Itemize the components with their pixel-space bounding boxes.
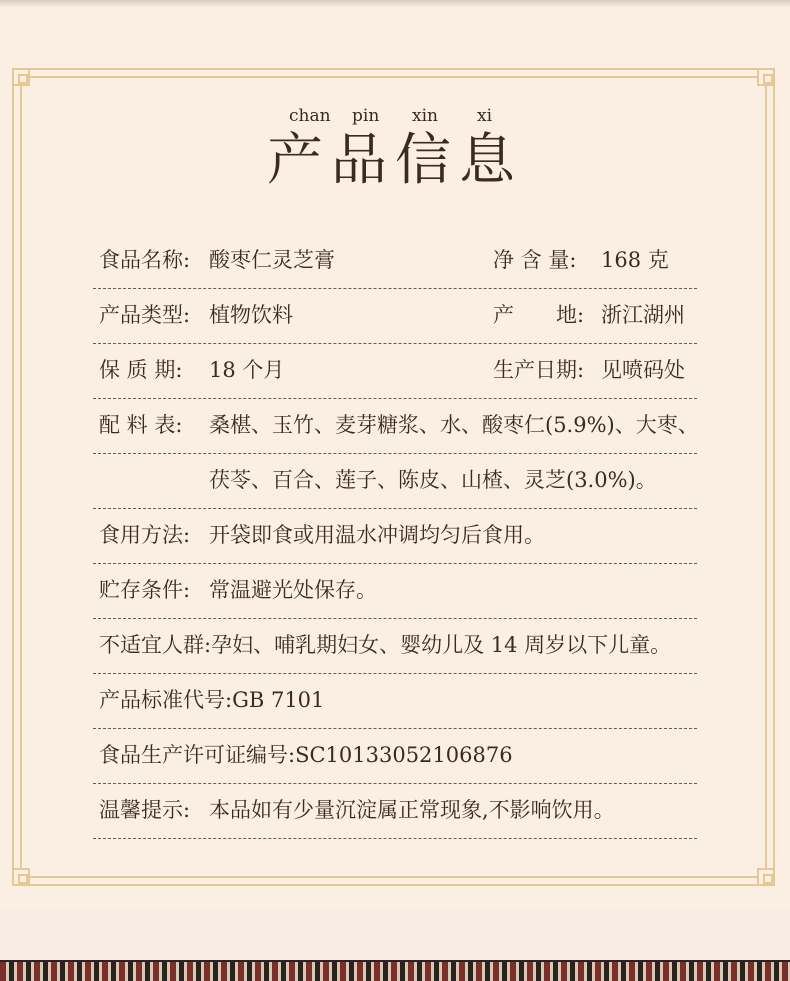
row-label: 产品类型:: [99, 303, 191, 327]
row-value: 本品如有少量沉淀属正常现象,不影响饮用。: [209, 798, 615, 822]
info-row-tips: [93, 783, 697, 839]
row-label: 贮存条件:: [99, 578, 191, 602]
info-row-ingredients-cont: [93, 453, 697, 509]
info-row-food-name: [93, 233, 697, 289]
info-row-standard: [93, 673, 697, 729]
info-row-product-type: [93, 288, 697, 344]
row-value-2: 见喷码处: [601, 358, 685, 382]
decorative-border-strip: [0, 960, 790, 981]
row-label: 食品名称:: [99, 248, 191, 272]
row-value: 酸枣仁灵芝膏: [209, 248, 335, 272]
row-text: 不适宜人群:孕妇、哺乳期妇女、婴幼儿及 14 周岁以下儿童。: [99, 633, 672, 657]
pinyin-chan: chan: [289, 106, 331, 126]
pinyin-xin: xin: [412, 106, 438, 126]
row-value-2: 浙江湖州: [601, 303, 685, 327]
row-label: 配 料 表:: [99, 413, 183, 437]
row-value: 18 个月: [209, 358, 285, 382]
row-label: 保 质 期:: [99, 358, 183, 382]
row-label-2: 净 含 量:: [493, 248, 577, 272]
info-row-usage: [93, 508, 697, 564]
pinyin-xi: xi: [477, 106, 493, 126]
info-row-shelf-life: [93, 343, 697, 399]
title-pinyin: [0, 106, 790, 128]
row-label-2: 生产日期:: [493, 358, 585, 382]
corner-ornament-top-right: [757, 68, 775, 86]
row-value: 开袋即食或用温水冲调均匀后食用。: [209, 523, 545, 547]
pinyin-pin: pin: [352, 106, 380, 126]
bottom-band: [0, 910, 790, 960]
corner-ornament-top-left: [12, 68, 30, 86]
row-label-2: 产 地:: [493, 303, 585, 327]
info-row-ingredients: [93, 398, 697, 454]
info-row-storage: [93, 563, 697, 619]
info-row-unsuitable: [93, 618, 697, 674]
corner-ornament-bottom-left: [12, 868, 30, 886]
top-shadow: [0, 0, 790, 8]
row-label: 食用方法:: [99, 523, 191, 547]
row-label: 温馨提示:: [99, 798, 191, 822]
row-value: 常温避光处保存。: [209, 578, 377, 602]
row-value: 植物饮料: [209, 303, 293, 327]
row-value: 桑椹、玉竹、麦芽糖浆、水、酸枣仁(5.9%)、大枣、: [209, 413, 699, 437]
page-title: 产品信息: [267, 128, 523, 193]
corner-ornament-bottom-right: [757, 868, 775, 886]
row-text: 食品生产许可证编号:SC10133052106876: [99, 743, 513, 767]
row-value-2: 168 克: [601, 248, 669, 272]
row-text: 产品标准代号:GB 7101: [99, 688, 325, 712]
info-row-license: [93, 728, 697, 784]
row-value: 茯苓、百合、莲子、陈皮、山楂、灵芝(3.0%)。: [209, 468, 657, 492]
